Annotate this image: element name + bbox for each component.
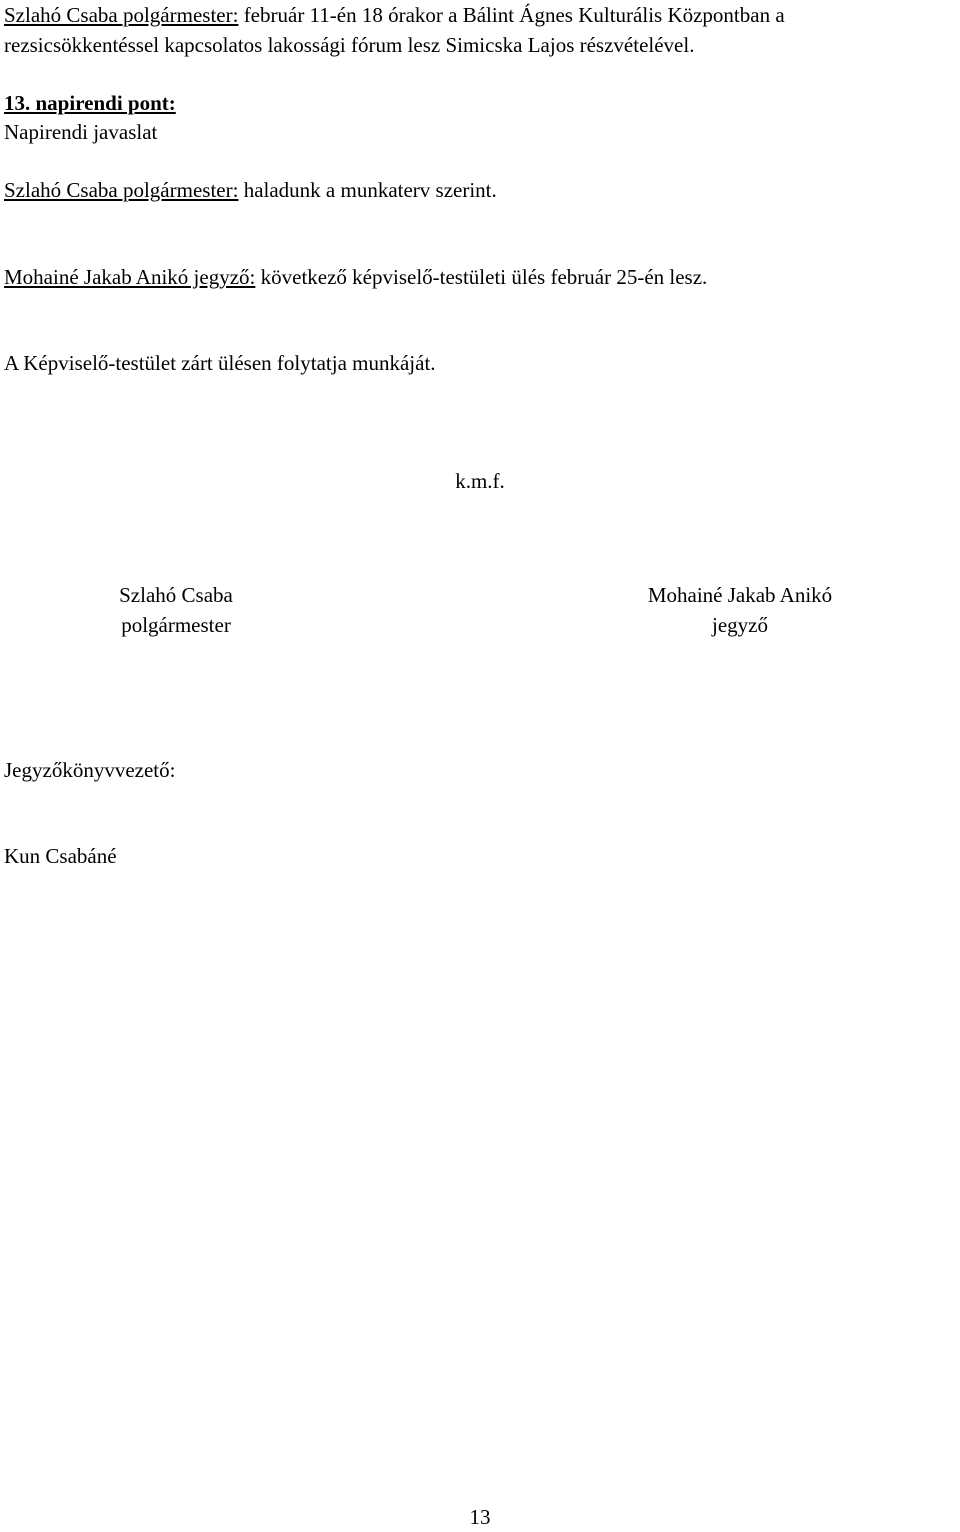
signature-mayor-name: Szlahó Csaba bbox=[119, 583, 233, 607]
closing-statement: A Képviselő-testület zárt ülésen folytatja munkáját. bbox=[4, 351, 436, 375]
signature-mayor bbox=[56, 580, 296, 640]
intro-line-2: rezsicsökkentéssel kapcsolatos lakossági fórum lesz Simicska Lajos részvételével. bbox=[4, 33, 695, 57]
intro-text-1: február 11-én 18 órakor a Bálint Ágnes Kulturális Központban a bbox=[238, 3, 785, 27]
kmf-label: k.m.f. bbox=[455, 469, 505, 493]
statement-notary-text: következő képviselő-testületi ülés február 25-én lesz. bbox=[255, 265, 708, 289]
page-number: 13 bbox=[469, 1505, 491, 1529]
statement-mayor-speaker: Szlahó Csaba polgármester: bbox=[4, 178, 239, 202]
recorder-label: Jegyzőkönyvvezető: bbox=[4, 758, 176, 782]
agenda-heading: 13. napirendi pont: bbox=[4, 91, 176, 115]
signature-notary-title: jegyző bbox=[712, 613, 768, 637]
statement-mayor bbox=[4, 175, 497, 205]
intro-line-1 bbox=[4, 0, 785, 30]
statement-mayor-text: haladunk a munkaterv szerint. bbox=[238, 178, 497, 202]
statement-notary-speaker: Mohainé Jakab Anikó jegyző: bbox=[4, 265, 256, 289]
signature-notary-name: Mohainé Jakab Anikó bbox=[647, 583, 833, 607]
recorder-name: Kun Csabáné bbox=[4, 844, 117, 868]
signature-mayor-title: polgármester bbox=[121, 613, 231, 637]
agenda-subject: Napirendi javaslat bbox=[4, 120, 158, 144]
signature-notary bbox=[600, 580, 880, 640]
statement-notary bbox=[4, 262, 707, 292]
intro-speaker: Szlahó Csaba polgármester: bbox=[4, 3, 239, 27]
